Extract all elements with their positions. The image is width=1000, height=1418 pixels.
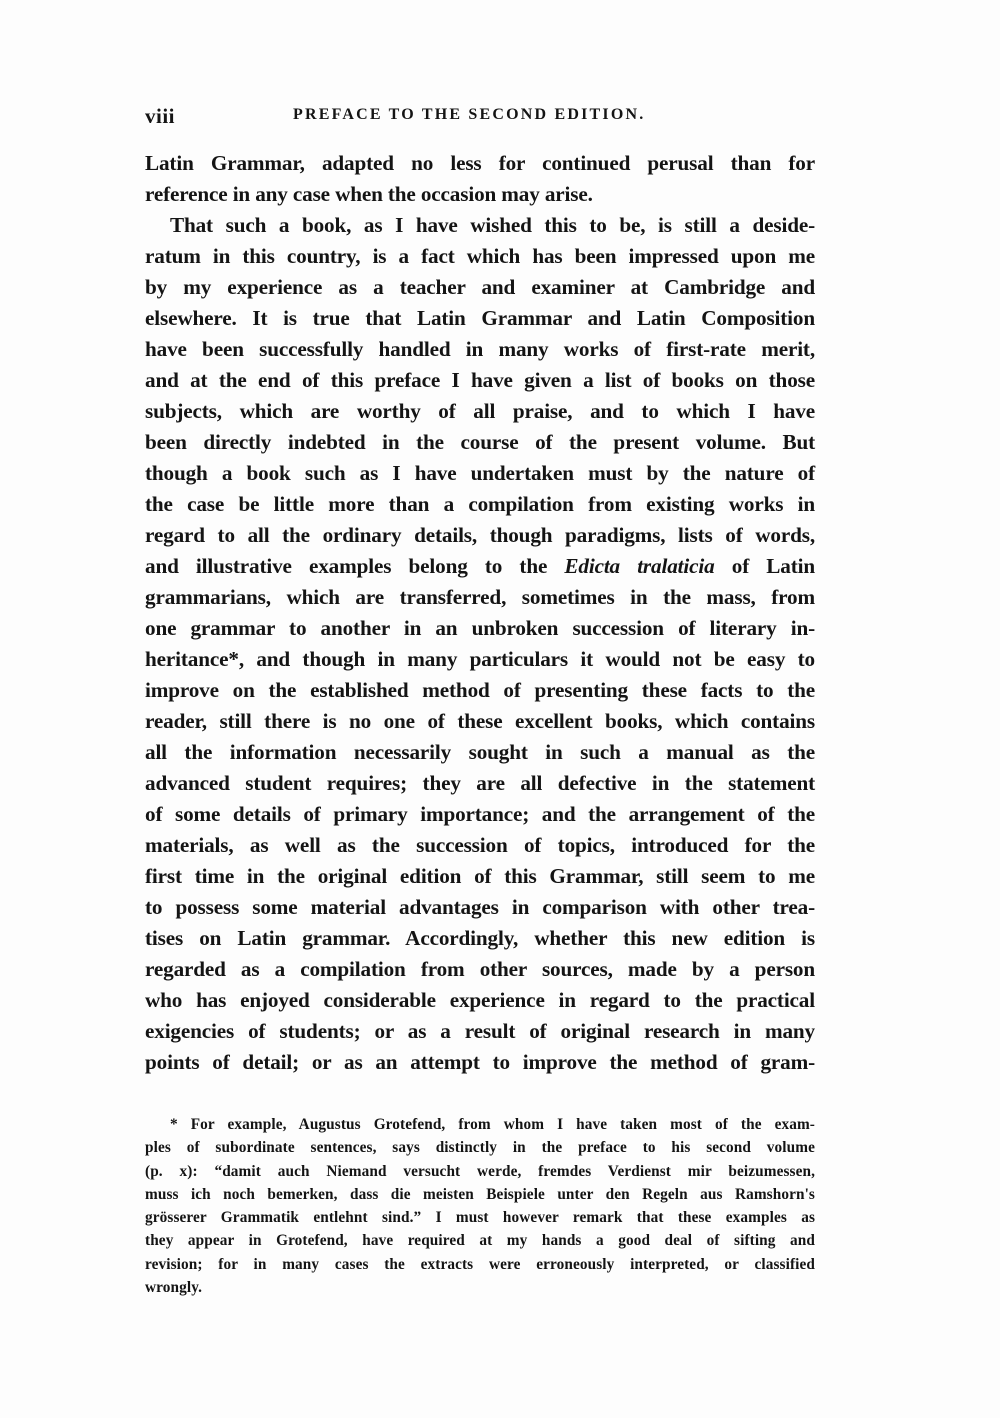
page-number: viii: [145, 104, 176, 128]
text-line: been directly indebted in the course of the present volume. But: [145, 430, 815, 454]
text-line: Latin Grammar, adapted no less for continued perusal than for: [145, 151, 815, 175]
text-line: have been successfully handled in many works of first-rate merit,: [145, 337, 815, 361]
text-line: by my experience as a teacher and examiner at Cambridge and: [145, 275, 815, 299]
text-line: regard to all the ordinary details, though paradigms, lists of words,: [145, 523, 815, 547]
text-line: advanced student requires; they are all defective in the statement: [145, 771, 815, 795]
text-line: and at the end of this preface I have given a list of books on those: [145, 368, 815, 392]
text-line: tises on Latin grammar. Accordingly, whether this new edition is: [145, 926, 815, 950]
text-line: the case be little more than a compilation from existing works in: [145, 492, 815, 516]
text-line: though a book such as I have undertaken must by the nature of: [145, 461, 815, 485]
running-title: PREFACE TO THE SECOND EDITION.: [293, 106, 646, 123]
text-segment: and illustrative examples belong to the: [145, 554, 565, 578]
text-line: elsewhere. It is true that Latin Grammar and Latin Composition: [145, 306, 815, 330]
italic-phrase: Edicta tralaticia: [564, 554, 715, 578]
text-line: regarded as a compilation from other sources, made by a person: [145, 957, 815, 981]
text-line: of some details of primary importance; and the arrangement of the: [145, 802, 815, 826]
text-line: reference in any case when the occasion may arise.: [145, 182, 593, 206]
text-line: all the information necessarily sought in such a manual as the: [145, 740, 815, 764]
text-line: points of detail; or as an attempt to improve the method of gram-: [145, 1050, 815, 1074]
text-line: who has enjoyed considerable experience in regard to the practical: [145, 988, 815, 1012]
text-line: grammarians, which are transferred, sometimes in the mass, from: [145, 585, 815, 609]
text-line: materials, as well as the succession of topics, introduced for the: [145, 833, 815, 857]
text-line: first time in the original edition of this Grammar, still seem to me: [145, 864, 815, 888]
footnote-line: ples of subordinate sentences, says distinctly in the preface to his second volume: [145, 1139, 815, 1157]
running-head: [145, 104, 815, 128]
footnote-line: wrongly.: [145, 1279, 203, 1297]
footnote-line: (p. x): “damit auch Niemand versucht werde, fremdes Verdienst mir beizumessen,: [145, 1162, 815, 1180]
footnote-line: they appear in Grotefend, have required at my hands a good deal of sifting and: [145, 1232, 815, 1250]
footnote-line: revision; for in many cases the extracts were erroneously interpreted, or classified: [145, 1255, 815, 1273]
text-line: to possess some material advantages in comparison with other trea-: [145, 895, 815, 919]
footnote-line: muss ich noch bemerken, dass die meisten Beispiele unter den Regeln aus Ramshorn's: [145, 1185, 815, 1203]
text-line: reader, still there is no one of these excellent books, which contains: [145, 709, 815, 733]
footnote: [145, 1113, 815, 1299]
text-line-with-italic: [145, 551, 815, 582]
footnote-line: * For example, Augustus Grotefend, from whom I have taken most of the exam-: [170, 1116, 815, 1133]
text-segment: of Latin: [714, 554, 815, 578]
text-line: subjects, which are worthy of all praise, and to which I have: [145, 399, 815, 423]
body-text: [145, 148, 815, 1078]
text-line: exigencies of students; or as a result of original research in many: [145, 1019, 815, 1043]
text-line-paragraph-start: That such a book, as I have wished this to be, is still a deside-: [170, 213, 815, 237]
text-line: ratum in this country, is a fact which has been impressed upon me: [145, 244, 815, 268]
text-line: one grammar to another in an unbroken succession of literary in-: [145, 616, 815, 640]
text-line: improve on the established method of presenting these facts to the: [145, 678, 815, 702]
footnote-line: grösserer Grammatik entlehnt sind.” I must however remark that these examples as: [145, 1209, 815, 1227]
text-line-footnote-ref: heritance*, and though in many particulars it would not be easy to: [145, 647, 815, 671]
